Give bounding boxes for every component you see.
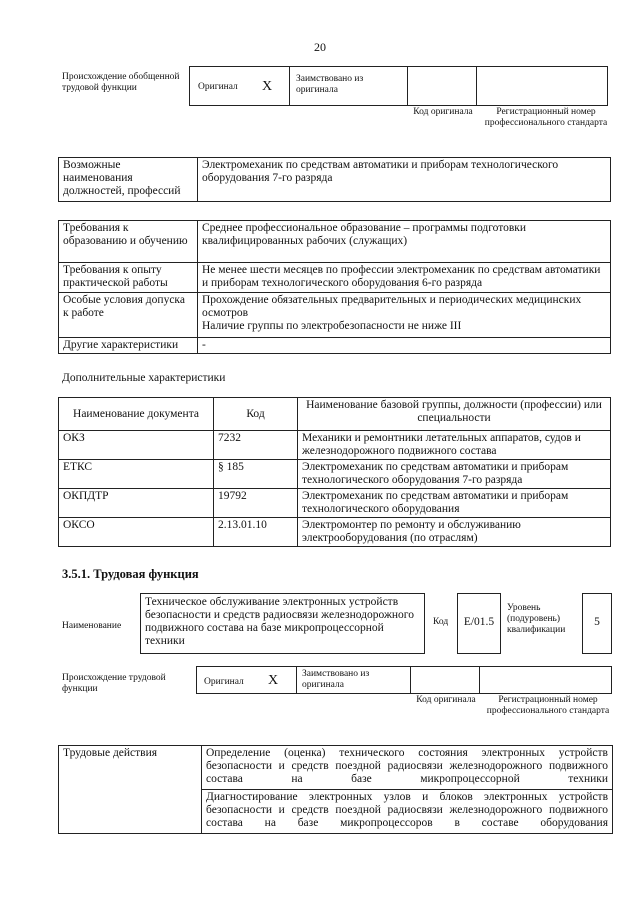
table-cell: ЕТКС: [59, 460, 214, 489]
function-name-label: Наименование: [62, 621, 122, 631]
req-label: Требования к опыту практической работы: [59, 263, 198, 293]
labor-action-item: Диагностирование электронных узлов и блоков электронных устройств безопасности и средств поездной радиосвязи железнодорожного подвижного состава на базе микропроцессоров в составе оборудования: [202, 790, 613, 834]
labor-actions-table: [58, 745, 613, 834]
table-cell: Электромеханик по средствам автоматики и приборам технологического оборудования: [298, 489, 611, 518]
function-code-label: Код: [433, 617, 449, 627]
function-code-value: E/01.5: [457, 593, 501, 654]
table-cell: 7232: [214, 431, 298, 460]
requirements-table: [58, 220, 611, 354]
req-value-line: Прохождение обязательных предварительных и периодических медицинских осмотров: [202, 294, 582, 319]
section-title: 3.5.1. Трудовая функция: [62, 567, 199, 581]
original-mark: X: [268, 673, 279, 688]
req-value-line: Наличие группы по электробезопасности не ниже III: [202, 320, 462, 332]
qualification-level-label: Уровень (подуровень) квалификации: [507, 603, 566, 635]
code-caption: Код оригинала: [416, 695, 476, 705]
table-cell: Механики и ремонтники летательных аппаратов, судов и железнодорожного подвижного состава: [298, 431, 611, 460]
req-value: Не менее шести месяцев по профессии электромеханик по средствам автоматики и приборам технологического оборудования 6-го разряда: [198, 263, 611, 293]
reg-number-caption: Регистрационный номер профессионального стандарта: [486, 695, 610, 716]
table-cell: ОКСО: [59, 518, 214, 547]
table-cell: Электромеханик по средствам автоматики и приборам технологического оборудования 7-го разряда: [298, 460, 611, 489]
borrowed-label: Заимствовано из оригинала: [302, 669, 370, 690]
labor-actions-label: Трудовые действия: [59, 746, 202, 834]
additional-title: Дополнительные характеристики: [62, 372, 226, 384]
origin-box: [189, 66, 608, 106]
page-number: 20: [314, 40, 326, 54]
origin-label: Происхождение обобщенной трудовой функции: [62, 72, 180, 93]
labor-action-item: Определение (оценка) технического состояния электронных устройств безопасности и средств поездной радиосвязи железнодорожного подвижного состава на базе микропроцессорной техники: [202, 746, 613, 790]
original-label: Оригинал: [204, 677, 244, 687]
col-header: Код: [214, 398, 298, 431]
table-cell: Электромонтер по ремонту и обслуживанию электрооборудования (по отраслям): [298, 518, 611, 547]
req-value: Среднее профессиональное образование – программы подготовки квалифицированных рабочих (служащих): [198, 221, 611, 263]
job-titles-table: [58, 157, 611, 202]
origin-box: [196, 666, 612, 694]
table-cell: ОКПДТР: [59, 489, 214, 518]
table-cell: § 185: [214, 460, 298, 489]
col-header: Наименование базовой группы, должности (профессии) или специальности: [298, 398, 611, 431]
function-name-value: Техническое обслуживание электронных устройств безопасности и средств радиосвязи железнодорожного подвижного состава на базе микропроцессорной техники: [140, 593, 425, 654]
original-label: Оригинал: [198, 82, 238, 92]
job-titles-label: Возможные наименования должностей, профессий: [59, 158, 198, 202]
additional-table: [58, 397, 611, 547]
origin-label: Происхождение трудовой функции: [62, 673, 166, 694]
borrowed-label: Заимствовано из оригинала: [296, 74, 364, 95]
req-label: Другие характеристики: [59, 338, 198, 354]
table-cell: ОКЗ: [59, 431, 214, 460]
req-label: Особые условия допуска к работе: [59, 293, 198, 338]
table-cell: 2.13.01.10: [214, 518, 298, 547]
req-value: -: [198, 338, 611, 354]
req-value-multi: [198, 293, 611, 338]
req-label: Требования к образованию и обучению: [59, 221, 198, 263]
code-caption: Код оригинала: [413, 107, 473, 117]
job-titles-value: Электромеханик по средствам автоматики и приборам технологического оборудования 7-го разряда: [198, 158, 611, 202]
table-cell: 19792: [214, 489, 298, 518]
original-mark: X: [262, 79, 273, 94]
reg-number-caption: Регистрационный номер профессионального стандарта: [484, 107, 608, 128]
col-header: Наименование документа: [59, 398, 214, 431]
qualification-level-value: 5: [582, 593, 612, 654]
